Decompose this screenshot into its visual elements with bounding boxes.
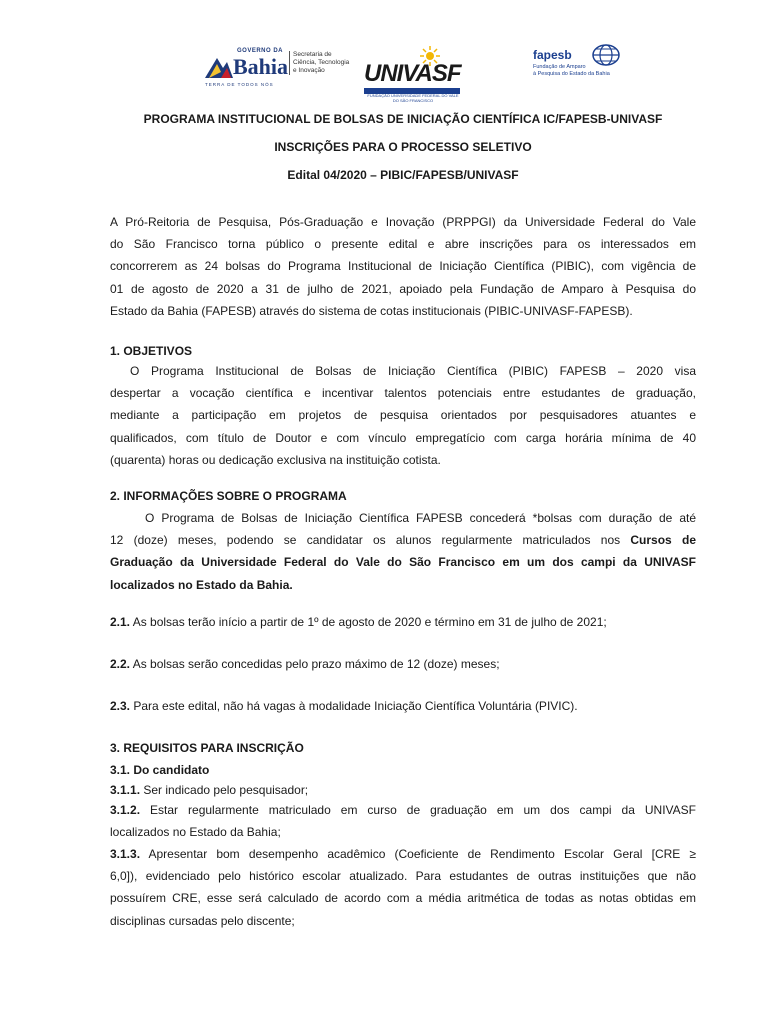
fapesb-globe-icon — [591, 44, 621, 66]
paragraph-line: concorrerem as 24 bolsas do Programa Institucional de Iniciação Científica (PIBIC), com vigência de — [110, 259, 696, 274]
univasf-logo — [362, 46, 462, 104]
paragraph-line: disciplinas cursadas pelo discente; — [110, 913, 295, 928]
secretaria-line: e Inovação — [293, 67, 325, 74]
item-2-2 — [110, 657, 500, 671]
secretaria-label — [289, 51, 355, 75]
item-text: As bolsas serão concedidas pelo prazo máximo de 12 (doze) meses; — [130, 657, 500, 671]
paragraph-line: (quarenta) horas ou dedicação exclusiva na instituição cotista. — [110, 452, 441, 467]
paragraph-line: do São Francisco torna público o presente edital e abre inscrições para os interessados em — [110, 237, 696, 252]
section-heading: 2. INFORMAÇÕES SOBRE O PROGRAMA — [110, 489, 347, 503]
program-title: PROGRAMA INSTITUCIONAL DE BOLSAS DE INICIAÇÃO CIENTÍFICA IC/FAPESB-UNIVASF — [143, 112, 663, 126]
paragraph-line: qualificados, com título de Doutor e com vínculo empregatício com carga horária mínima de 40 — [110, 430, 696, 445]
univasf-subtitle: FUNDAÇÃO UNIVERSIDADE FEDERAL DO VALE DO SÃO FRANCISCO — [367, 93, 459, 103]
paragraph-bold-text: Cursos de — [630, 533, 696, 548]
header-logos — [0, 38, 770, 108]
paragraph-line — [110, 529, 696, 551]
inscricoes-title: INSCRIÇÕES PARA O PROCESSO SELETIVO — [274, 140, 532, 154]
item-number: 2.1. — [110, 615, 131, 629]
paragraph-line: O Programa de Bolsas de Iniciação Científica FAPESB concederá *bolsas com duração de até — [145, 511, 696, 525]
paragraph-line: mediante a participação em projetos de pesquisa orientados por pesquisadores atuantes e — [110, 408, 696, 423]
item-number: 2.2. — [110, 657, 131, 671]
item-2-3 — [110, 699, 578, 713]
requirement-3-1-1 — [110, 783, 308, 797]
governo-bahia-logo — [203, 48, 353, 98]
bahia-emblem-icon — [203, 54, 235, 80]
paragraph-line: Estado da Bahia (FAPESB) através do sistema de cotas institucionais (PIBIC-UNIVASF-FAPESB). — [110, 303, 633, 318]
programa-paragraph — [110, 507, 696, 596]
requirement-3-1-2 — [110, 799, 696, 843]
paragraph-line — [110, 843, 696, 865]
item-text: Estar regularmente matriculado em curso de graduação em um dos campi da UNIVASF — [140, 803, 696, 817]
fapesb-logo — [533, 44, 633, 84]
item-number: 2.3. — [110, 699, 131, 713]
item-number: 3.1.3. — [110, 847, 141, 861]
item-text: Para este edital, não há vagas à modalidade Iniciação Científica Voluntária (PIVIC). — [130, 699, 578, 713]
paragraph-line: 01 de agosto de 2020 a 31 de julho de 2021, apoiado pela Fundação de Amparo à Pesquisa do — [110, 281, 696, 296]
paragraph-line — [110, 799, 696, 821]
bahia-gov-label: GOVERNO DA — [237, 48, 284, 54]
item-text: Ser indicado pelo pesquisador; — [140, 783, 309, 797]
item-text: Apresentar bom desempenho acadêmico (Coeficiente de Rendimento Escolar Geral [CRE ≥ — [140, 847, 696, 861]
secretaria-line: Secretaria de — [293, 51, 332, 58]
paragraph-bold-text: localizados no Estado da Bahia. — [110, 577, 293, 592]
paragraph-line: despertar a vocação científica e incentivar talentos potenciais entre estudantes de graduação, — [110, 386, 696, 401]
item-2-1 — [110, 615, 607, 629]
paragraph-text: 12 (doze) meses, podendo se candidatar os alunos regularmente matriculados nos — [110, 533, 631, 548]
paragraph-line: O Programa Institucional de Bolsas de Iniciação Científica (PIBIC) FAPESB – 2020 visa — [130, 364, 696, 378]
section-heading: 1. OBJETIVOS — [110, 344, 193, 358]
fapesb-name: fapesb — [533, 48, 572, 62]
fapesb-subtitle-line: Fundação de Amparo — [533, 64, 586, 70]
item-number: 3.1.1. — [110, 783, 141, 797]
intro-paragraph — [110, 211, 696, 322]
paragraph-line: localizados no Estado da Bahia; — [110, 825, 281, 840]
paragraph-line — [110, 551, 696, 573]
secretaria-line: Ciência, Tecnologia — [293, 59, 350, 66]
section-heading: 3. REQUISITOS PARA INSCRIÇÃO — [110, 741, 304, 755]
fapesb-subtitle — [533, 64, 628, 77]
bahia-name: Bahia — [233, 54, 289, 79]
fapesb-subtitle-line: à Pesquisa do Estado da Bahia — [533, 70, 610, 77]
item-number: 3.1.2. — [110, 803, 141, 817]
univasf-name: UNIVASF — [364, 60, 461, 87]
edital-title: Edital 04/2020 – PIBIC/FAPESB/UNIVASF — [287, 168, 519, 182]
objetivos-paragraph — [110, 360, 696, 471]
paragraph-bold-text: Graduação da Universidade Federal do Vale do São Francisco em um dos campi da UNIVASF — [110, 555, 696, 570]
paragraph-line: 6,0]), evidenciado pelo histórico escolar atualizado. Para estudantes de outras instituições que não — [110, 869, 696, 884]
item-text: As bolsas terão início a partir de 1º de agosto de 2020 e término em 31 de julho de 2021; — [130, 615, 607, 629]
paragraph-line — [110, 574, 696, 596]
paragraph-line: possuírem CRE, esse será calculado de acordo com a média aritmética de todas as notas obtidas em — [110, 891, 696, 906]
requirement-3-1-3 — [110, 843, 696, 932]
subsection-heading: 3.1. Do candidato — [110, 763, 210, 777]
paragraph-line: A Pró-Reitoria de Pesquisa, Pós-Graduação e Inovação (PRPPGI) da Universidade Federal do Vale — [110, 215, 696, 229]
bahia-tagline: TERRA DE TODOS NÓS — [205, 82, 274, 87]
